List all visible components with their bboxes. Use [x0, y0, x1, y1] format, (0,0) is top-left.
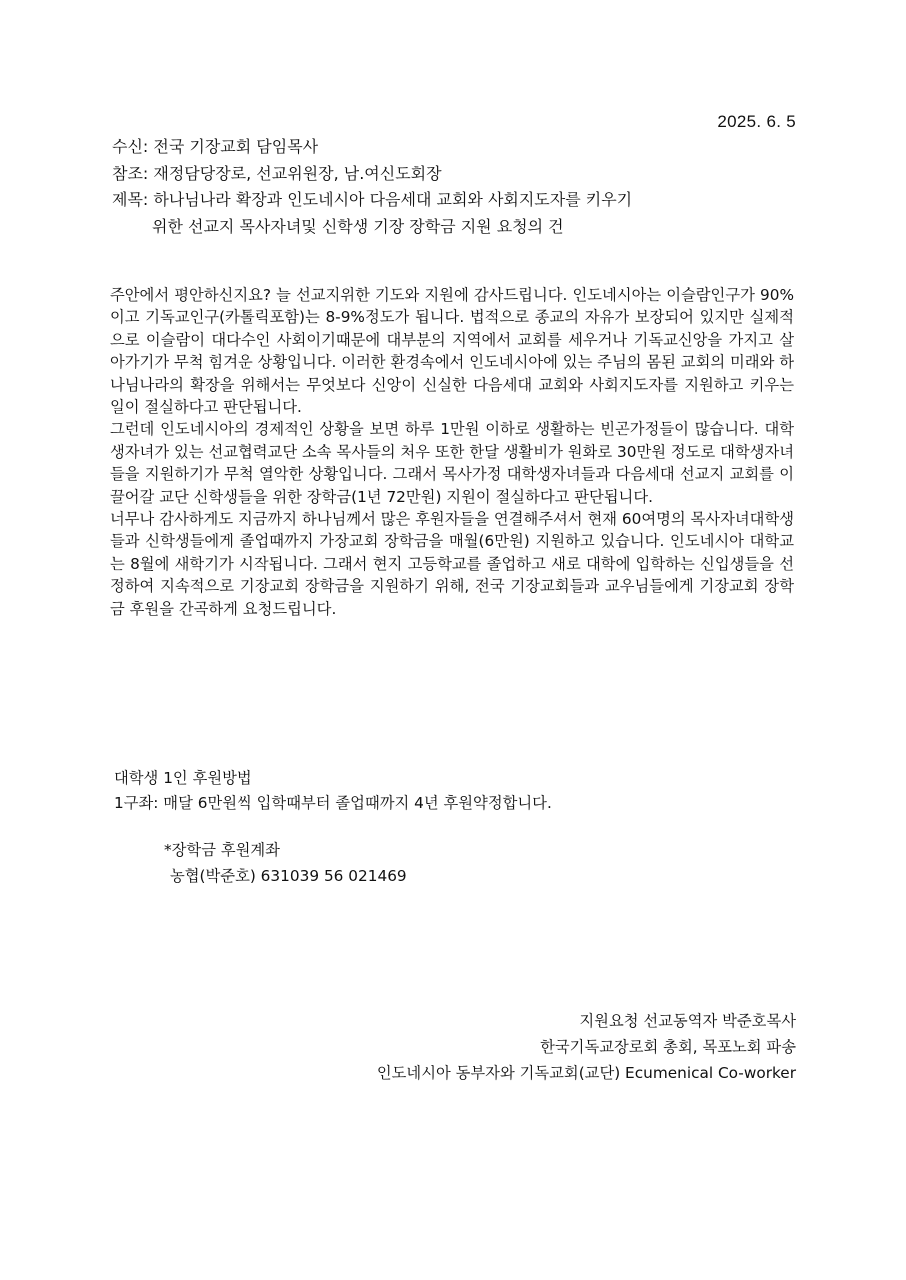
account-title: *장학금 후원계좌	[164, 841, 280, 859]
account-number: 농협(박준호) 631039 56 021469	[170, 867, 407, 885]
support-method-detail: 1구좌: 매달 6만원씩 입학때부터 졸업때까지 4년 후원약정합니다.	[114, 793, 552, 812]
subject-line: 제목: 하나님나라 확장과 인도네시아 다음세대 교회와 사회지도자를 키우기	[112, 190, 633, 209]
reference-line: 참조: 재정담당장로, 선교위원장, 남.여신도회장	[112, 163, 442, 183]
scholarship-account	[164, 837, 407, 889]
body-paragraph: 주안에서 평안하신지요? 늘 선교지위한 기도와 지원에 감사드립니다. 인도네시아는 이슬람인구가 90%이고 기독교인구(카톨릭포함)는 8-9%정도가 됩니다. 법적으로 종교의 자유가 보장되어 있지만 실제적으로 이슬람이 대다수인 사회이기때문에 대부분의 지역에서 교회를 세우거나 기독교신앙을 가지고 살아가기가 무척 힘겨운 상황입니다. 이러한 환경속에서 인도네시아에 있는 주님의 몸된 교회의 미래와 하나님나라의 확장을 위해서는 무엇보다 신앙이 신실한 다음세대 교회와 사회지도자를 지원하고 키우는 일이 절실하다고 판단됩니다.	[110, 286, 794, 417]
signature-affiliation: 한국기독교장로회 총회, 목포노회 파송	[540, 1038, 796, 1056]
signature-name: 지원요청 선교동역자 박준호목사	[579, 1012, 796, 1030]
signature-block	[377, 1008, 796, 1086]
support-method	[114, 766, 552, 815]
subject-line-continued: 위한 선교지 목사자녀및 신학생 기장 장학금 지원 요청의 건	[152, 216, 564, 236]
support-method-title: 대학생 1인 후원방법	[114, 769, 252, 787]
signature-church: 인도네시아 동부자와 기독교회(교단) Ecumenical Co-worker	[376, 1064, 796, 1082]
body-paragraph: 너무나 감사하게도 지금까지 하나님께서 많은 후원자들을 연결해주셔서 현재 60여명의 목사자녀대학생들과 신학생들에게 졸업때까지 가장교회 장학금을 매월(6만원) 지원하고 있습니다. 인도네시아 대학교는 8월에 새학기가 시작됩니다. 그래서 현지 고등학교를 졸업하고 새로 대학에 입학하는 신입생들을 선정하여 지속적으로 기장교회 장학금을 지원하기 위해, 전국 기장교회들과 교우님들에게 기장교회 장학금 후원을 간곡하게 요청드립니다.	[110, 510, 794, 618]
body-paragraph: 그런데 인도네시아의 경제적인 상황을 보면 하루 1만원 이하로 생활하는 빈곤가정들이 많습니다. 대학생자녀가 있는 선교협력교단 소속 목사들의 처우 또한 한달 생활비가 원화로 30만원 정도로 대학생자녀들을 지원하기가 무척 열악한 상황입니다. 그래서 목사가정 대학생자녀들과 다음세대 선교지 교회를 이끌어갈 교단 신학생들을 위한 장학금(1년 72만원) 지원이 절실하다고 판단됩니다.	[110, 420, 794, 506]
letter-header	[112, 134, 802, 240]
letter-date: 2025. 6. 5	[717, 112, 796, 131]
letter-body	[110, 284, 794, 620]
recipient-line: 수신: 전국 기장교회 담임목사	[112, 137, 319, 156]
